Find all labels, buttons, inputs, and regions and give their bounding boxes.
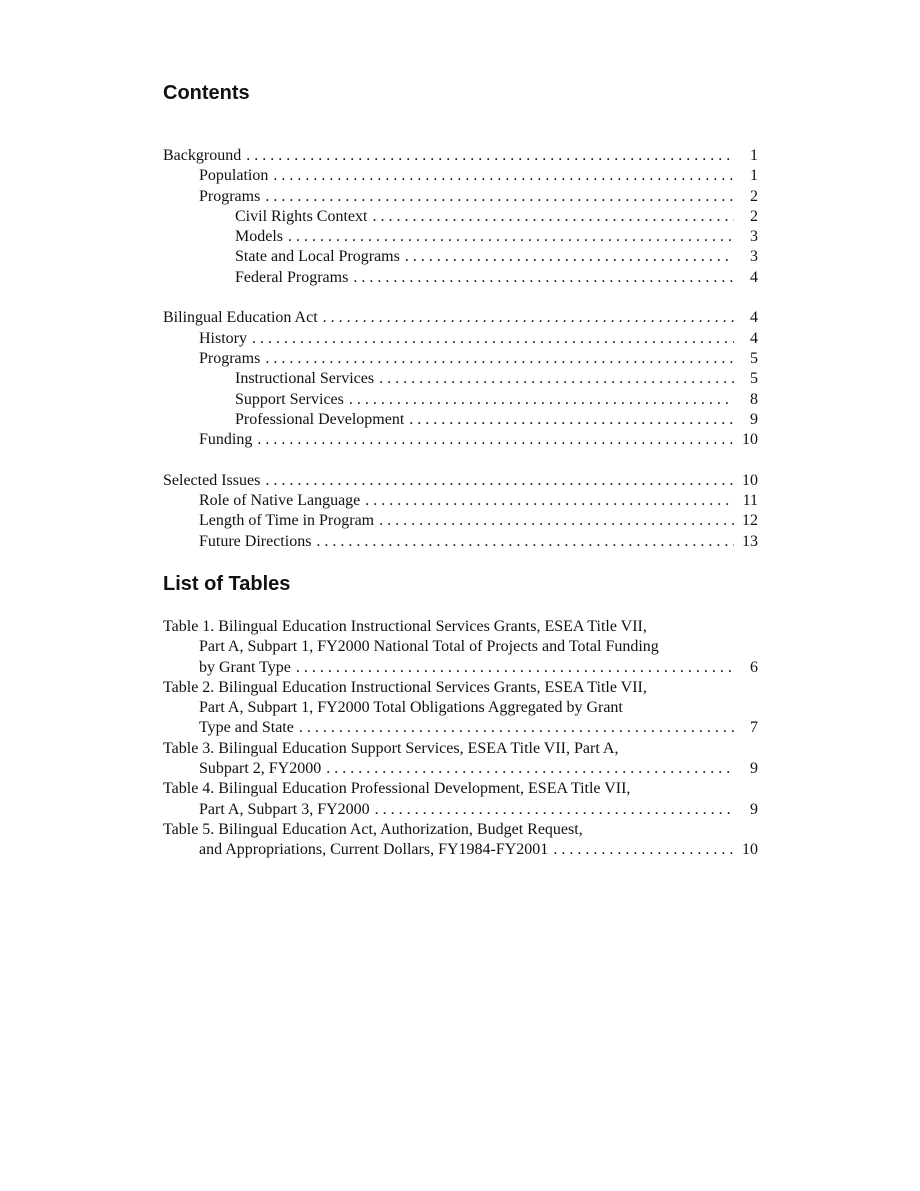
dot-leader	[257, 430, 734, 450]
table-entry-label: and Appropriations, Current Dollars, FY1984-FY2001	[199, 841, 549, 859]
toc-entry-label: Professional Development	[235, 410, 405, 428]
toc-page-number: 2	[750, 187, 758, 205]
toc-entry-programs[interactable]	[163, 187, 758, 207]
table-entry-2[interactable]	[163, 678, 758, 739]
table-entry-line: Part A, Subpart 1, FY2000 Total Obligations Aggregated by Grant	[199, 699, 623, 717]
table-page-number: 7	[750, 719, 758, 737]
toc-entry-bilingual-education-act[interactable]	[163, 308, 758, 328]
dot-leader	[288, 227, 734, 247]
toc-page-number: 12	[742, 512, 758, 530]
toc-page-number: 3	[750, 228, 758, 246]
dot-leader	[323, 308, 734, 328]
dot-leader	[246, 146, 734, 166]
toc-entry-length-of-time[interactable]	[163, 511, 758, 531]
toc-entry-role-of-native-language[interactable]	[163, 491, 758, 511]
toc-entry-funding[interactable]	[163, 430, 758, 450]
dot-leader	[405, 247, 734, 267]
toc-page-number: 1	[750, 147, 758, 164]
table-entry-label: Part A, Subpart 3, FY2000	[199, 800, 370, 818]
dot-leader	[375, 800, 734, 820]
dot-leader	[372, 207, 734, 227]
toc-entry-label: History	[199, 329, 247, 347]
toc-entry-label: Length of Time in Program	[199, 512, 375, 530]
table-entry-label: by Grant Type	[199, 658, 291, 676]
table-entry-1[interactable]	[163, 617, 758, 678]
toc-entry-federal-programs[interactable]	[163, 268, 758, 288]
dot-leader	[326, 759, 734, 779]
dot-leader	[379, 369, 734, 389]
toc-page-number: 4	[750, 309, 758, 327]
dot-leader	[265, 471, 734, 491]
table-page-number: 6	[750, 658, 758, 676]
toc-page-number: 13	[742, 532, 758, 550]
dot-leader	[273, 166, 734, 186]
toc-page-number: 4	[750, 268, 758, 286]
dot-leader	[353, 268, 734, 288]
dot-leader	[252, 329, 734, 349]
dot-leader	[296, 658, 734, 678]
dot-leader	[316, 532, 734, 552]
table-entry-last-line	[163, 759, 758, 779]
toc-entry-models[interactable]	[163, 227, 758, 247]
toc-page-number: 4	[750, 329, 758, 347]
table-entry-line: Table 5. Bilingual Education Act, Authorization, Budget Request,	[163, 820, 583, 838]
table-entry-line: Table 1. Bilingual Education Instructional Services Grants, ESEA Title VII,	[163, 618, 647, 635]
toc-entry-bea-programs[interactable]	[163, 349, 758, 369]
table-entry-last-line	[163, 800, 758, 820]
toc-entry-civil-rights-context[interactable]	[163, 207, 758, 227]
table-entry-4[interactable]	[163, 779, 758, 820]
toc-entry-label: Support Services	[235, 390, 344, 408]
toc-page-number: 11	[742, 492, 758, 510]
toc-entry-state-local-programs[interactable]	[163, 247, 758, 267]
toc-page-number: 8	[750, 390, 758, 408]
toc-entry-label: Background	[163, 147, 242, 164]
dot-leader	[409, 410, 734, 430]
toc-entry-history[interactable]	[163, 329, 758, 349]
dot-leader	[379, 511, 734, 531]
table-entry-line: Table 3. Bilingual Education Support Services, ESEA Title VII, Part A,	[163, 739, 619, 757]
toc-page-number: 5	[750, 370, 758, 388]
dot-leader	[365, 491, 734, 511]
toc-entry-label: Models	[235, 228, 283, 246]
table-entry-last-line	[163, 718, 758, 738]
dot-leader	[265, 349, 734, 369]
toc-entry-label: Federal Programs	[235, 268, 349, 286]
section-spacer	[163, 450, 758, 470]
toc-entry-label: Population	[199, 167, 269, 185]
toc-entry-label: Selected Issues	[163, 471, 261, 489]
toc-entry-label: State and Local Programs	[235, 248, 400, 266]
table-entry-label: Type and State	[199, 719, 294, 737]
toc-entry-professional-development[interactable]	[163, 410, 758, 430]
toc-entry-label: Bilingual Education Act	[163, 309, 318, 327]
dot-leader	[265, 187, 734, 207]
toc-entry-label: Role of Native Language	[199, 492, 361, 510]
section-spacer	[163, 288, 758, 308]
table-entry-5[interactable]	[163, 820, 758, 861]
contents-list	[163, 146, 758, 552]
toc-page-number: 9	[750, 410, 758, 428]
contents-heading: Contents	[163, 82, 250, 104]
toc-page-number: 2	[750, 207, 758, 225]
toc-entry-label: Civil Rights Context	[235, 207, 368, 225]
toc-entry-label: Programs	[199, 349, 261, 367]
table-entry-last-line	[163, 840, 758, 860]
toc-page-number: 10	[742, 431, 758, 449]
toc-page-number: 3	[750, 248, 758, 266]
toc-entry-background[interactable]	[163, 146, 758, 166]
table-page-number: 9	[750, 800, 758, 818]
toc-page-number: 5	[750, 349, 758, 367]
table-entry-line: Table 2. Bilingual Education Instructional Services Grants, ESEA Title VII,	[163, 678, 647, 696]
dot-leader	[349, 390, 734, 410]
toc-entry-label: Funding	[199, 431, 253, 449]
list-of-tables-heading: List of Tables	[163, 573, 291, 595]
dot-leader	[299, 718, 734, 738]
toc-entry-future-directions[interactable]	[163, 532, 758, 552]
table-entry-label: Subpart 2, FY2000	[199, 760, 322, 778]
toc-entry-instructional-services[interactable]	[163, 369, 758, 389]
toc-entry-support-services[interactable]	[163, 390, 758, 410]
table-entry-last-line	[163, 658, 758, 678]
toc-entry-label: Future Directions	[199, 532, 312, 550]
dot-leader	[553, 840, 734, 860]
table-entry-3[interactable]	[163, 739, 758, 780]
table-entry-line: Table 4. Bilingual Education Professional Development, ESEA Title VII,	[163, 780, 631, 798]
toc-page-number: 1	[750, 167, 758, 185]
table-entry-line: Part A, Subpart 1, FY2000 National Total of Projects and Total Funding	[199, 638, 659, 656]
list-of-tables	[163, 617, 758, 861]
toc-entry-label: Programs	[199, 187, 261, 205]
toc-entry-selected-issues[interactable]	[163, 471, 758, 491]
toc-page-number: 10	[742, 471, 758, 489]
table-page-number: 10	[742, 841, 758, 859]
toc-entry-label: Instructional Services	[235, 370, 375, 388]
toc-entry-population[interactable]	[163, 166, 758, 186]
table-page-number: 9	[750, 760, 758, 778]
